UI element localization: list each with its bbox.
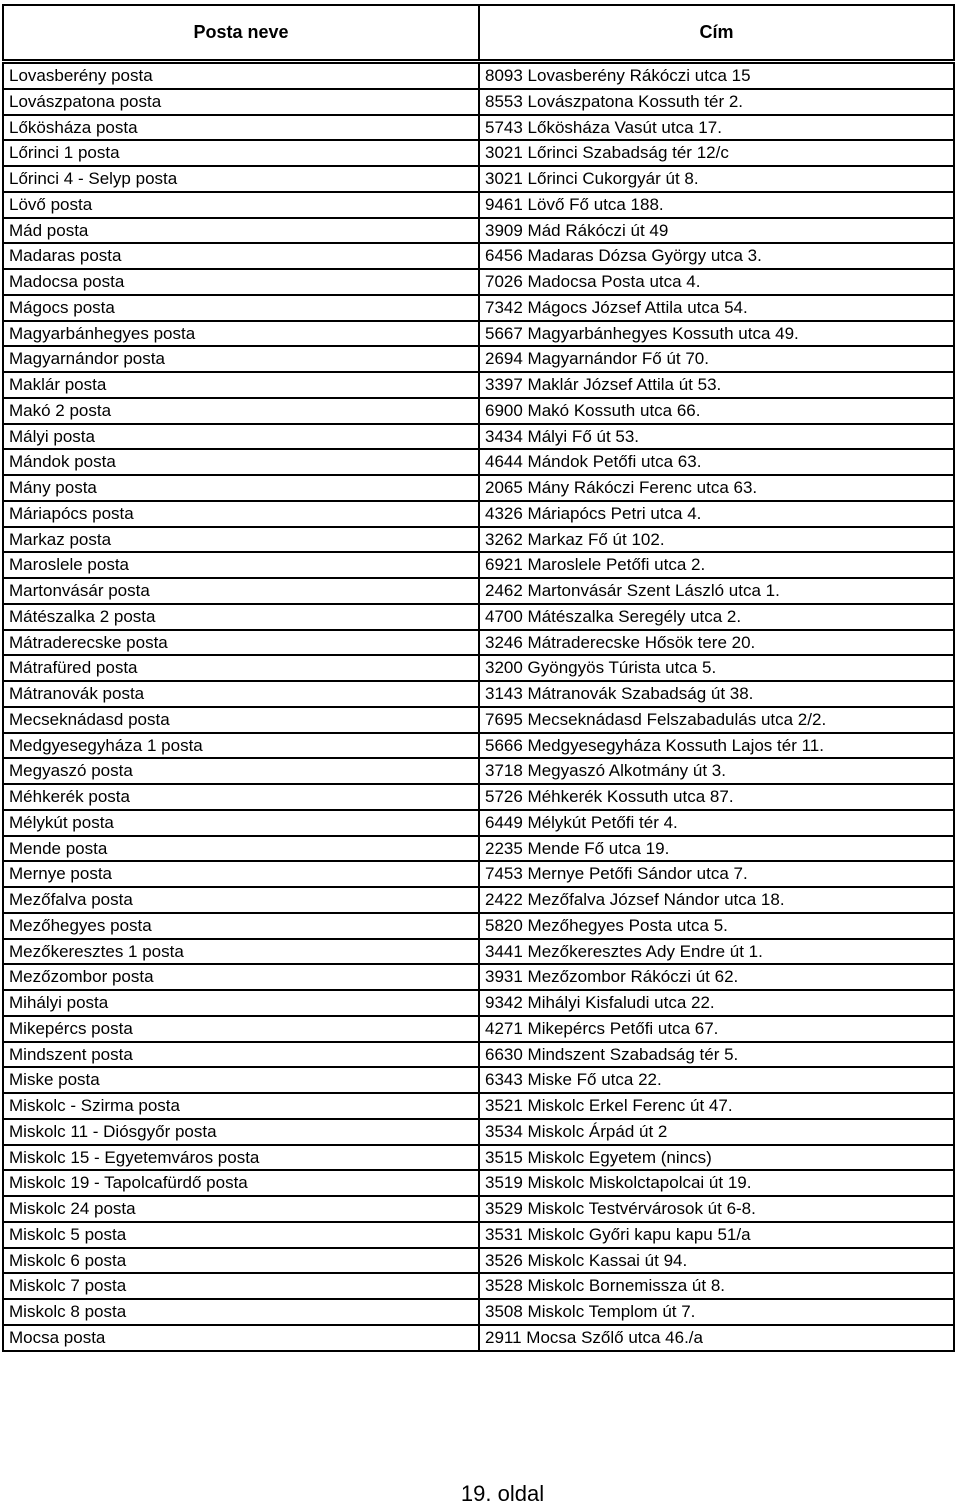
post-office-address: 3519 Miskolc Miskolctapolcai út 19. — [479, 1170, 954, 1196]
post-office-name: Miskolc 24 posta — [3, 1196, 479, 1222]
post-office-name: Mindszent posta — [3, 1042, 479, 1068]
table-row — [3, 140, 954, 166]
table-row — [3, 810, 954, 836]
post-office-name: Lovászpatona posta — [3, 89, 479, 115]
post-office-name: Maklár posta — [3, 372, 479, 398]
post-office-name: Mélykút posta — [3, 810, 479, 836]
post-office-address: 2694 Magyarnándor Fő út 70. — [479, 346, 954, 372]
post-office-address: 3200 Gyöngyös Túrista utca 5. — [479, 655, 954, 681]
post-office-name: Makó 2 posta — [3, 398, 479, 424]
post-office-name: Miskolc - Szirma posta — [3, 1093, 479, 1119]
table-row — [3, 990, 954, 1016]
table-row — [3, 887, 954, 913]
post-office-name: Lovasberény posta — [3, 63, 479, 89]
post-office-name: Méhkerék posta — [3, 784, 479, 810]
post-office-name: Mátészalka 2 posta — [3, 604, 479, 630]
post-office-name: Lövő posta — [3, 192, 479, 218]
post-office-address: 8553 Lovászpatona Kossuth tér 2. — [479, 89, 954, 115]
post-office-address: 6456 Madaras Dózsa György utca 3. — [479, 243, 954, 269]
post-office-name: Miskolc 8 posta — [3, 1299, 479, 1325]
post-office-name: Martonvásár posta — [3, 578, 479, 604]
post-office-name: Magyarnándor posta — [3, 346, 479, 372]
post-office-name: Lőrinci 4 - Selyp posta — [3, 166, 479, 192]
table-row — [3, 295, 954, 321]
table-row — [3, 733, 954, 759]
table-row — [3, 1145, 954, 1171]
table-row — [3, 1042, 954, 1068]
post-office-address: 6900 Makó Kossuth utca 66. — [479, 398, 954, 424]
post-office-address: 2235 Mende Fő utca 19. — [479, 836, 954, 862]
table-row — [3, 1196, 954, 1222]
post-office-name: Miske posta — [3, 1067, 479, 1093]
table-row — [3, 243, 954, 269]
post-office-address: 2462 Martonvásár Szent László utca 1. — [479, 578, 954, 604]
post-office-name: Miskolc 15 - Egyetemváros posta — [3, 1145, 479, 1171]
post-office-name: Miskolc 7 posta — [3, 1273, 479, 1299]
table-row — [3, 1093, 954, 1119]
post-office-name: Miskolc 5 posta — [3, 1222, 479, 1248]
post-office-address: 6343 Miske Fő utca 22. — [479, 1067, 954, 1093]
post-office-name: Mándok posta — [3, 449, 479, 475]
post-office-name: Miskolc 6 posta — [3, 1248, 479, 1274]
table-row — [3, 398, 954, 424]
post-office-address: 4271 Mikepércs Petőfi utca 67. — [479, 1016, 954, 1042]
post-office-address: 5666 Medgyesegyháza Kossuth Lajos tér 11. — [479, 733, 954, 759]
post-office-name: Mocsa posta — [3, 1325, 479, 1351]
post-office-address: 6921 Maroslele Petőfi utca 2. — [479, 552, 954, 578]
post-office-address: 3515 Miskolc Egyetem (nincs) — [479, 1145, 954, 1171]
table-row — [3, 218, 954, 244]
table-row — [3, 269, 954, 295]
table-row — [3, 321, 954, 347]
post-office-address: 3718 Megyaszó Alkotmány út 3. — [479, 758, 954, 784]
header-address-column: Cím — [479, 5, 954, 60]
table-row — [3, 346, 954, 372]
table-row — [3, 1222, 954, 1248]
post-office-name: Medgyesegyháza 1 posta — [3, 733, 479, 759]
post-office-address: 3262 Markaz Fő út 102. — [479, 527, 954, 553]
table-row — [3, 707, 954, 733]
post-office-address: 3531 Miskolc Győri kapu kapu 51/a — [479, 1222, 954, 1248]
table-row — [3, 604, 954, 630]
table-row — [3, 501, 954, 527]
post-office-address: 3528 Miskolc Bornemissza út 8. — [479, 1273, 954, 1299]
table-row — [3, 372, 954, 398]
post-office-address: 6449 Mélykút Petőfi tér 4. — [479, 810, 954, 836]
post-office-name: Lőrinci 1 posta — [3, 140, 479, 166]
page-number-label: 19. oldal — [460, 1481, 545, 1506]
post-office-address: 7453 Mernye Petőfi Sándor utca 7. — [479, 861, 954, 887]
post-office-address: 3529 Miskolc Testvérvárosok út 6-8. — [479, 1196, 954, 1222]
post-office-address: 4700 Mátészalka Seregély utca 2. — [479, 604, 954, 630]
table-row — [3, 166, 954, 192]
post-office-name: Markaz posta — [3, 527, 479, 553]
post-office-name: Mátrafüred posta — [3, 655, 479, 681]
post-office-address: 3246 Mátraderecske Hősök tere 20. — [479, 630, 954, 656]
table-row — [3, 681, 954, 707]
post-office-address: 3434 Mályi Fő út 53. — [479, 424, 954, 450]
post-office-address: 5820 Mezőhegyes Posta utca 5. — [479, 913, 954, 939]
table-header — [2, 4, 955, 61]
post-office-name: Mihályi posta — [3, 990, 479, 1016]
header-name-column: Posta neve — [3, 5, 479, 60]
post-office-address: 3526 Miskolc Kassai út 94. — [479, 1248, 954, 1274]
post-office-address: 5667 Magyarbánhegyes Kossuth utca 49. — [479, 321, 954, 347]
table-row — [3, 552, 954, 578]
post-office-address: 4326 Máriapócs Petri utca 4. — [479, 501, 954, 527]
post-office-name: Madaras posta — [3, 243, 479, 269]
post-office-address: 2065 Mány Rákóczi Ferenc utca 63. — [479, 475, 954, 501]
post-office-name: Mátraderecske posta — [3, 630, 479, 656]
post-office-address: 9461 Lövő Fő utca 188. — [479, 192, 954, 218]
post-office-address: 3534 Miskolc Árpád út 2 — [479, 1119, 954, 1145]
post-office-name: Mány posta — [3, 475, 479, 501]
table-row — [3, 424, 954, 450]
post-office-name: Mernye posta — [3, 861, 479, 887]
table-body — [3, 63, 954, 1351]
table-row — [3, 1016, 954, 1042]
post-office-address: 3441 Mezőkeresztes Ady Endre út 1. — [479, 939, 954, 965]
post-office-name: Mikepércs posta — [3, 1016, 479, 1042]
table-row — [3, 1273, 954, 1299]
post-office-address: 2911 Mocsa Szőlő utca 46./a — [479, 1325, 954, 1351]
table-row — [3, 192, 954, 218]
post-office-address: 5743 Lőkösháza Vasút utca 17. — [479, 115, 954, 141]
post-office-address: 3021 Lőrinci Szabadság tér 12/c — [479, 140, 954, 166]
table-row — [3, 115, 954, 141]
post-office-name: Mezőzombor posta — [3, 964, 479, 990]
table-row — [3, 964, 954, 990]
table-row — [3, 475, 954, 501]
table-row — [3, 836, 954, 862]
table-row — [3, 63, 954, 89]
table-row — [3, 1248, 954, 1274]
post-office-address: 7695 Mecseknádasd Felszabadulás utca 2/2. — [479, 707, 954, 733]
post-office-address: 9342 Mihályi Kisfaludi utca 22. — [479, 990, 954, 1016]
post-office-name: Magyarbánhegyes posta — [3, 321, 479, 347]
post-office-name: Mende posta — [3, 836, 479, 862]
post-office-name: Mágocs posta — [3, 295, 479, 321]
table-row — [3, 784, 954, 810]
post-office-table — [2, 62, 955, 1352]
table-row — [3, 1299, 954, 1325]
header-row — [3, 5, 954, 60]
post-office-address: 4644 Mándok Petőfi utca 63. — [479, 449, 954, 475]
post-office-address: 3909 Mád Rákóczi út 49 — [479, 218, 954, 244]
table-row — [3, 655, 954, 681]
post-office-name: Megyaszó posta — [3, 758, 479, 784]
post-office-address: 3508 Miskolc Templom út 7. — [479, 1299, 954, 1325]
table-row — [3, 861, 954, 887]
table-row — [3, 1119, 954, 1145]
post-office-name: Mezőfalva posta — [3, 887, 479, 913]
post-office-name: Mezőhegyes posta — [3, 913, 479, 939]
post-office-name: Mecseknádasd posta — [3, 707, 479, 733]
post-office-address: 3931 Mezőzombor Rákóczi út 62. — [479, 964, 954, 990]
table-row — [3, 630, 954, 656]
table-row — [3, 527, 954, 553]
post-office-name: Mályi posta — [3, 424, 479, 450]
page-number — [0, 1481, 960, 1506]
post-office-name: Mád posta — [3, 218, 479, 244]
table-row — [3, 1067, 954, 1093]
post-office-name: Maroslele posta — [3, 552, 479, 578]
post-office-address: 3397 Maklár József Attila út 53. — [479, 372, 954, 398]
post-office-name: Miskolc 11 - Diósgyőr posta — [3, 1119, 479, 1145]
post-office-name: Madocsa posta — [3, 269, 479, 295]
table-row — [3, 449, 954, 475]
post-office-address: 8093 Lovasberény Rákóczi utca 15 — [479, 63, 954, 89]
table-row — [3, 1170, 954, 1196]
post-office-address: 3521 Miskolc Erkel Ferenc út 47. — [479, 1093, 954, 1119]
table-row — [3, 578, 954, 604]
table-row — [3, 913, 954, 939]
post-office-address: 7342 Mágocs József Attila utca 54. — [479, 295, 954, 321]
post-office-name: Mezőkeresztes 1 posta — [3, 939, 479, 965]
post-office-name: Lőkösháza posta — [3, 115, 479, 141]
post-office-name: Máriapócs posta — [3, 501, 479, 527]
post-office-name: Mátranovák posta — [3, 681, 479, 707]
post-office-address: 7026 Madocsa Posta utca 4. — [479, 269, 954, 295]
table-row — [3, 1325, 954, 1351]
post-office-address: 6630 Mindszent Szabadság tér 5. — [479, 1042, 954, 1068]
post-office-address: 3143 Mátranovák Szabadság út 38. — [479, 681, 954, 707]
table-row — [3, 939, 954, 965]
post-office-address: 2422 Mezőfalva József Nándor utca 18. — [479, 887, 954, 913]
post-office-address: 5726 Méhkerék Kossuth utca 87. — [479, 784, 954, 810]
table-row — [3, 758, 954, 784]
post-office-address: 3021 Lőrinci Cukorgyár út 8. — [479, 166, 954, 192]
table-row — [3, 89, 954, 115]
post-office-name: Miskolc 19 - Tapolcafürdő posta — [3, 1170, 479, 1196]
